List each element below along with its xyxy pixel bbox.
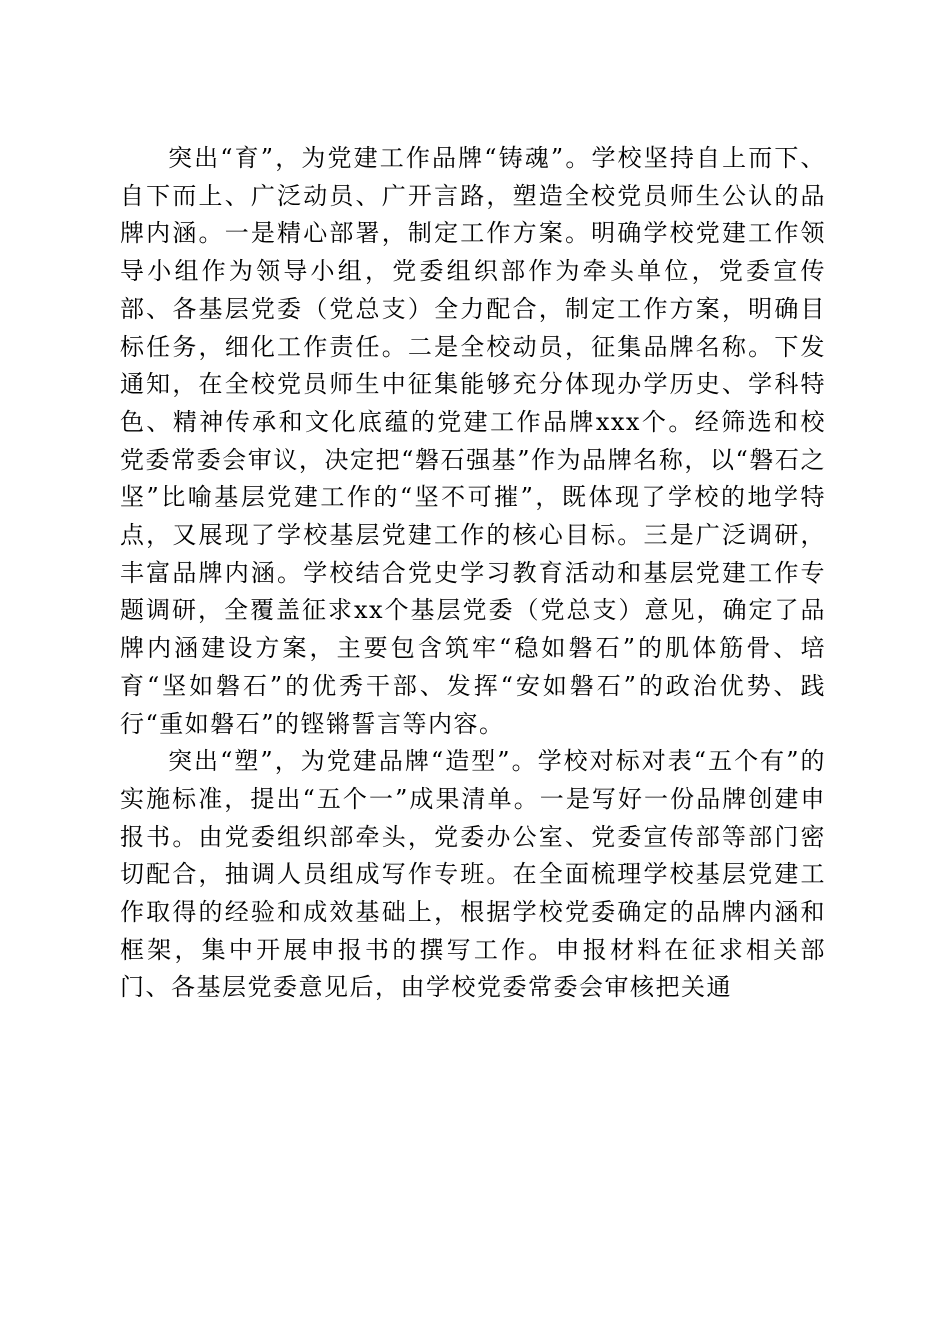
- paragraph-2: 突出“塑”，为党建品牌“造型”。学校对标对表“五个有”的实施标准，提出“五个一”成果清单。一是写好一份品牌创建申报书。由党委组织部牵头，党委办公室、党委宣传部等部门密切配合，抽调人员组成写作专班。在全面梳理学校基层党建工作取得的经验和成效基础上，根据学校党委确定的品牌内涵和框架，集中开展申报书的撰写工作。申报材料在征求相关部门、各基层党委意见后，由学校党委常委会审核把关通: [120, 747, 826, 1002]
- document-body: [120, 140, 826, 1007]
- paragraph-1: 突出“育”，为党建工作品牌“铸魂”。学校坚持自上而下、自下而上、广泛动员、广开言路，塑造全校党员师生公认的品牌内涵。一是精心部署，制定工作方案。明确学校党建工作领导小组作为领导小组，党委组织部作为牵头单位，党委宣传部、各基层党委（党总支）全力配合，制定工作方案，明确目标任务，细化工作责任。二是全校动员，征集品牌名称。下发通知，在全校党员师生中征集能够充分体现办学历史、学科特色、精神传承和文化底蕴的党建工作品牌xxx个。经筛选和校党委常委会审议，决定把“磐石强基”作为品牌名称，以“磐石之坚”比喻基层党建工作的“坚不可摧”，既体现了学校的地学特点，又展现了学校基层党建工作的核心目标。三是广泛调研，丰富品牌内涵。学校结合党史学习教育活动和基层党建工作专题调研，全覆盖征求xx个基层党委（党总支）意见，确定了品牌内涵建设方案，主要包含筑牢“稳如磐石”的肌体筋骨、培育“坚如磐石”的优秀干部、发挥“安如磐石”的政治优势、践行“重如磐石”的铿锵誓言等内容。: [120, 144, 826, 738]
